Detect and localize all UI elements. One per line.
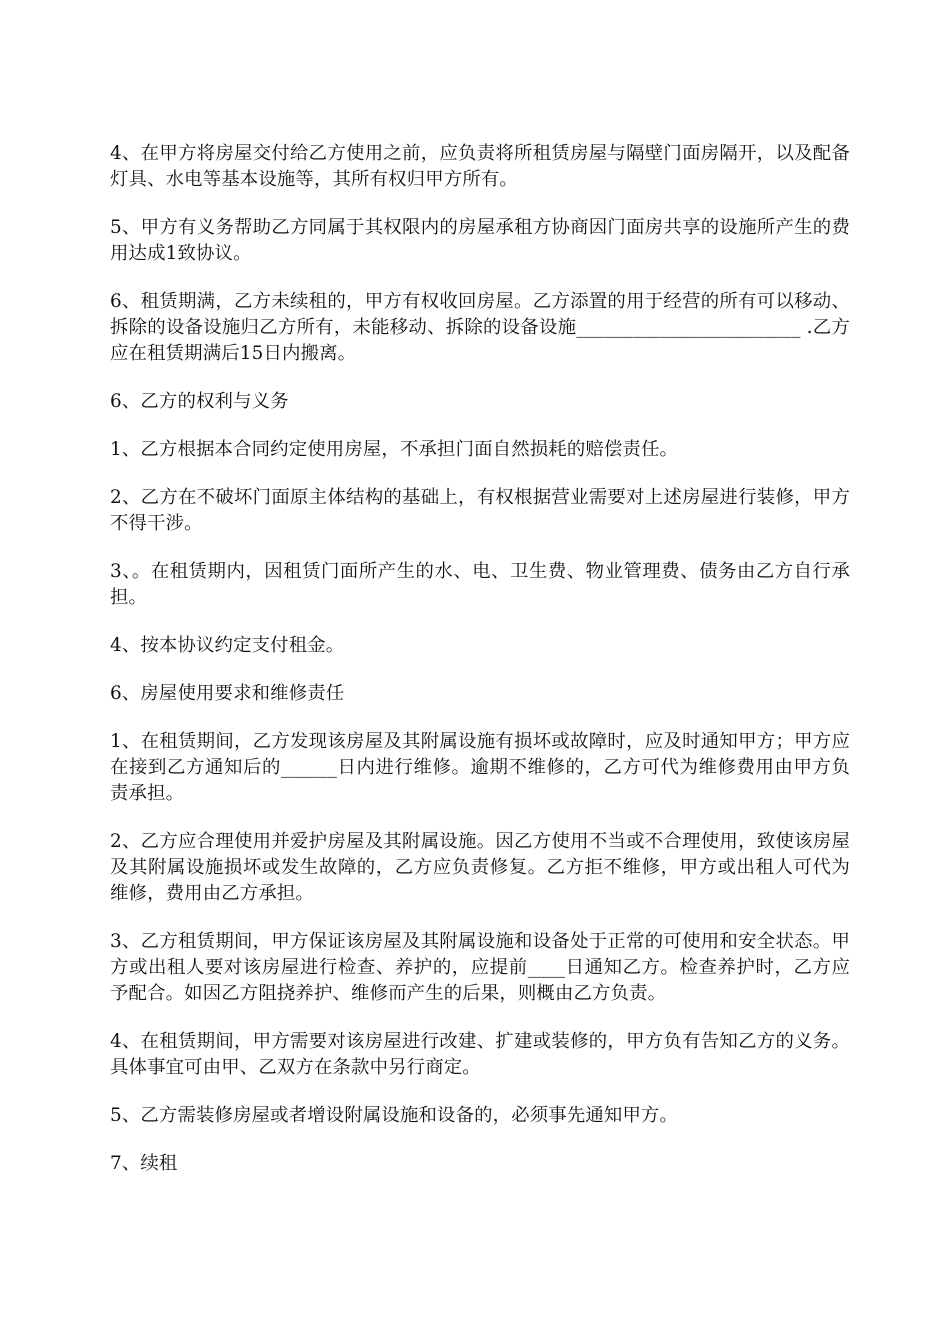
clause-paragraph-4: 1、乙方根据本合同约定使用房屋，不承担门面自然损耗的赔偿责任。 [110, 439, 679, 460]
clause-paragraph-2: 5、甲方有义务帮助乙方同属于其权限内的房屋承租方协商因门面房共享的设施所产生的费用达成1致协议。 [110, 217, 850, 264]
clause-paragraph-12: 5、乙方需装修房屋或者增设附属设施和设备的，必须事先通知甲方。 [110, 1105, 679, 1126]
clause-paragraph-10: 3、乙方租赁期间，甲方保证该房屋及其附属设施和设备处于正常的可使用和安全状态。甲方或出租人要对该房屋进行检查、养护的，应提前____日通知乙方。检查养护时，乙方应予配合。如因乙方阻挠养护、维修而产生的后果，则概由乙方负责。 [110, 931, 850, 1004]
clause-paragraph-6: 3、。在租赁期内，因租赁门面所产生的水、电、卫生费、物业管理费、债务由乙方自行承担。 [110, 561, 850, 608]
clause-paragraph-8: 1、在租赁期间，乙方发现该房屋及其附属设施有损坏或故障时，应及时通知甲方；甲方应在接到乙方通知后的______日内进行维修。逾期不维修的，乙方可代为维修费用由甲方负责承担。 [110, 731, 850, 804]
clause-paragraph-11: 4、在租赁期间，甲方需要对该房屋进行改建、扩建或装修的，甲方负有告知乙方的义务。具体事宜可由甲、乙双方在条款中另行商定。 [110, 1031, 850, 1078]
clause-paragraph-5: 2、乙方在不破坏门面原主体结构的基础上，有权根据营业需要对上述房屋进行装修，甲方不得干涉。 [110, 487, 850, 534]
section-heading-usage-maintenance: 6、房屋使用要求和维修责任 [110, 683, 345, 704]
section-heading-renewal: 7、续租 [110, 1153, 178, 1174]
section-heading-tenant-rights: 6、乙方的权利与义务 [110, 391, 289, 412]
clause-paragraph-9: 2、乙方应合理使用并爱护房屋及其附属设施。因乙方使用不当或不合理使用，致使该房屋及其附属设施损坏或发生故障的，乙方应负责修复。乙方拒不维修，甲方或出租人可代为维修，费用由乙方承担。 [110, 831, 850, 904]
clause-paragraph-3: 6、租赁期满，乙方未续租的，甲方有权收回房屋。乙方添置的用于经营的所有可以移动、拆除的设备设施归乙方所有，未能移动、拆除的设备设施________________________ .乙方应在租赁期满后15日内搬离。 [110, 291, 850, 364]
clause-paragraph-7: 4、按本协议约定支付租金。 [110, 635, 345, 656]
document-body [110, 141, 850, 1199]
clause-paragraph-1: 4、在甲方将房屋交付给乙方使用之前，应负责将所租赁房屋与隔壁门面房隔开，以及配备灯具、水电等基本设施等，其所有权归甲方所有。 [110, 143, 850, 190]
